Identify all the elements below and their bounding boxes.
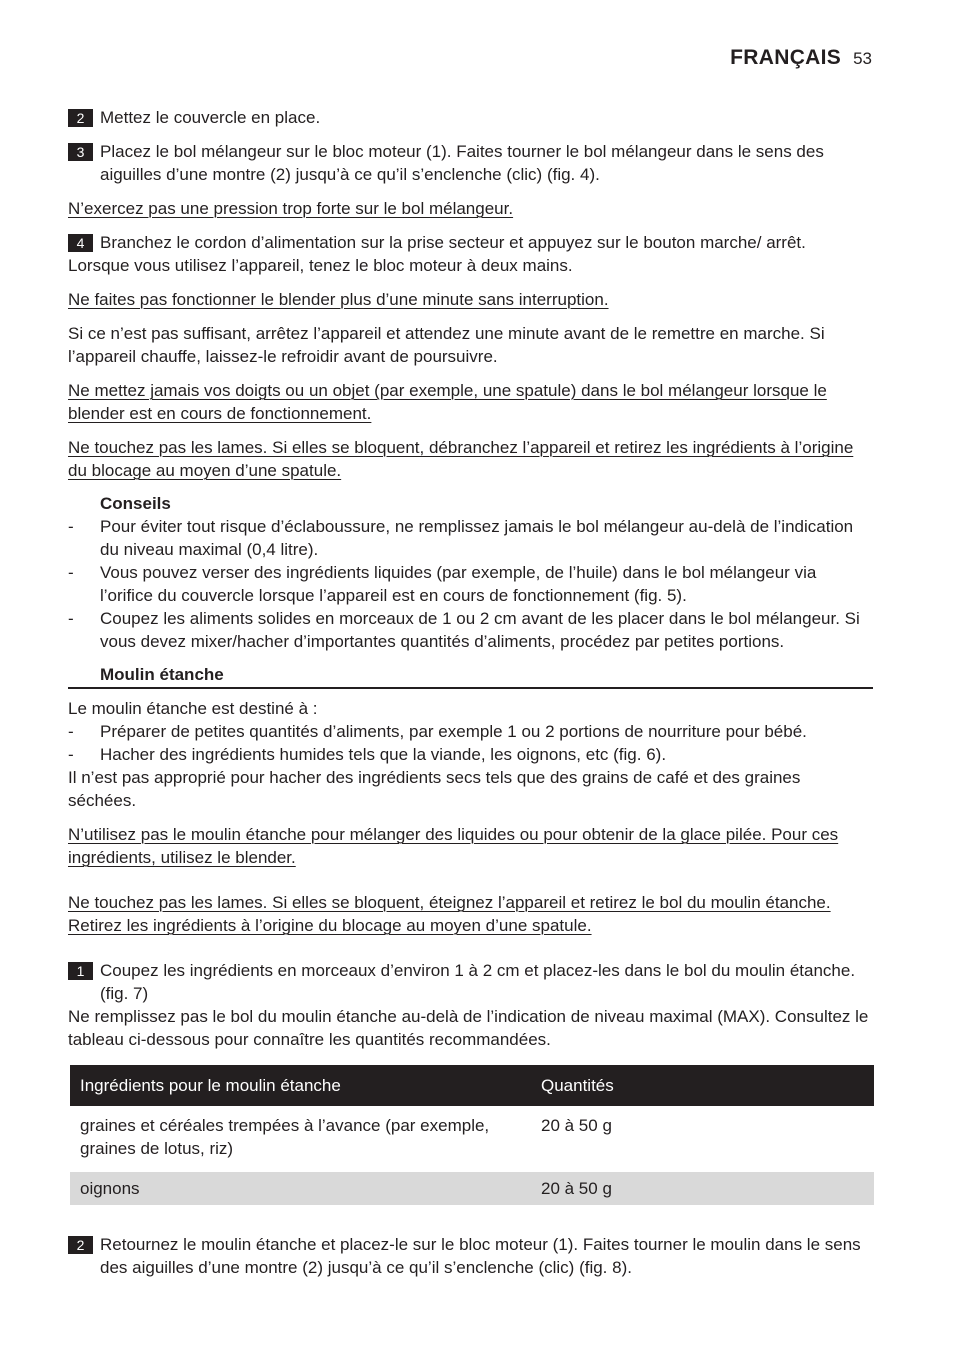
step-number-badge: 3 [68,143,93,161]
note-paragraph: Il n’est pas approprié pour hacher des ingrédients secs tels que des grains de café et des graines séchées. [68,768,801,810]
table-cell: 20 à 50 g [531,1172,874,1205]
mill-uses-list [68,720,873,766]
table-header-row [70,1065,874,1106]
note-paragraph: Lorsque vous utilisez l’appareil, tenez le bloc moteur à deux mains. [68,256,573,275]
warning-text: Ne touchez pas les lames. Si elles se bloquent, éteignez l’appareil et retirez le bol du moulin étanche. Retirez les ingrédients à l’origine du blocage au moyen d’une spatule. [68,893,831,935]
step-number-badge: 2 [68,1236,93,1254]
list-item: - Hacher des ingrédients humides tels que la viande, les oignons, etc (fig. 6). [68,743,873,766]
warning-paragraph [68,436,873,482]
mill-intro: Le moulin étanche est destiné à : [68,699,318,718]
list-item: - Pour éviter tout risque d’éclaboussure, ne remplissez jamais le bol mélangeur au-delà de l’indication du niveau maximal (0,4 litre). [68,515,873,561]
quantities-table [70,1065,874,1205]
warning-text: N’utilisez pas le moulin étanche pour mélanger des liquides ou pour obtenir de la glace pilée. Pour ces ingrédients, utilisez le blender. [68,825,839,867]
page-content [68,106,873,1279]
warning-paragraph [68,379,873,425]
step-item [68,106,873,129]
warning-text: Ne faites pas fonctionner le blender plus d’une minute sans interruption. [68,290,609,309]
warning-paragraph [68,288,873,311]
step-number-badge: 2 [68,109,93,127]
table-cell: oignons [70,1172,531,1205]
page-number: 53 [853,49,872,68]
step-text: Mettez le couvercle en place. [100,108,321,127]
step-text: Retournez le moulin étanche et placez-le sur le bloc moteur (1). Faites tourner le moulin dans le sens des aiguilles d’une montre (2) jusqu’à ce qu’il s’enclenche (clic) (fig. 8). [100,1235,861,1277]
page-header [730,46,872,70]
step-number-badge: 1 [68,962,93,980]
list-item: - Vous pouvez verser des ingrédients liquides (par exemple, de l’huile) dans le bol mélangeur via l’orifice du couvercle lorsque l’appareil est en cours de fonctionnement (fig. 5). [68,561,873,607]
table-row [70,1106,874,1172]
step-item [68,1233,873,1279]
note-paragraph: Ne remplissez pas le bol du moulin étanche au-delà de l’indication de niveau maximal (MAX). Consultez le tableau ci-dessous pour connaître les quantités recommandées. [68,1007,869,1049]
warning-paragraph [68,823,873,869]
table-header-cell: Quantités [531,1065,874,1106]
table-cell: graines et céréales trempées à l’avance (par exemple, graines de lotus, riz) [80,1116,490,1158]
table-row [70,1172,874,1205]
warning-text: Ne touchez pas les lames. Si elles se bloquent, débranchez l’appareil et retirez les ingrédients à l’origine du blocage au moyen d’une spatule. [68,438,854,480]
step-item [68,140,873,186]
warning-text: N’exercez pas une pression trop forte sur le bol mélangeur. [68,199,514,218]
table-header-cell: Ingrédients pour le moulin étanche [70,1065,531,1106]
step-text: Placez le bol mélangeur sur le bloc moteur (1). Faites tourner le bol mélangeur dans le sens des aiguilles d’une montre (2) jusqu’à ce qu’il s’enclenche (clic) (fig. 4). [100,142,824,184]
tips-list [68,515,873,653]
tips-heading: Conseils [100,494,171,513]
note-paragraph: Si ce n’est pas suffisant, arrêtez l’appareil et attendez une minute avant de le remettre en marche. Si l’appareil chauffe, laissez-le refroidir avant de poursuivre. [68,324,825,366]
list-item: - Préparer de petites quantités d’aliments, par exemple 1 ou 2 portions de nourriture pour bébé. [68,720,873,743]
step-text: Coupez les ingrédients en morceaux d’environ 1 à 2 cm et placez-les dans le bol du moulin étanche. (fig. 7) [100,961,856,1003]
warning-text: Ne mettez jamais vos doigts ou un objet (par exemple, une spatule) dans le bol mélangeur lorsque le blender est en cours de fonctionnement. [68,381,827,423]
list-item: - Coupez les aliments solides en morceaux de 1 ou 2 cm avant de les placer dans le bol mélangeur. Si vous devez mixer/hacher d’importantes quantités d’aliments, procédez par petites portions. [68,607,873,653]
table-cell: 20 à 50 g [541,1116,612,1135]
warning-paragraph [68,891,873,937]
step-item [68,231,873,254]
step-number-badge: 4 [68,234,93,252]
language-label: FRANÇAIS [730,46,842,69]
warning-paragraph [68,197,873,220]
mill-heading: Moulin étanche [68,663,873,689]
step-text: Branchez le cordon d’alimentation sur la prise secteur et appuyez sur le bouton marche/ arrêt. [100,233,806,252]
step-item [68,959,873,1005]
